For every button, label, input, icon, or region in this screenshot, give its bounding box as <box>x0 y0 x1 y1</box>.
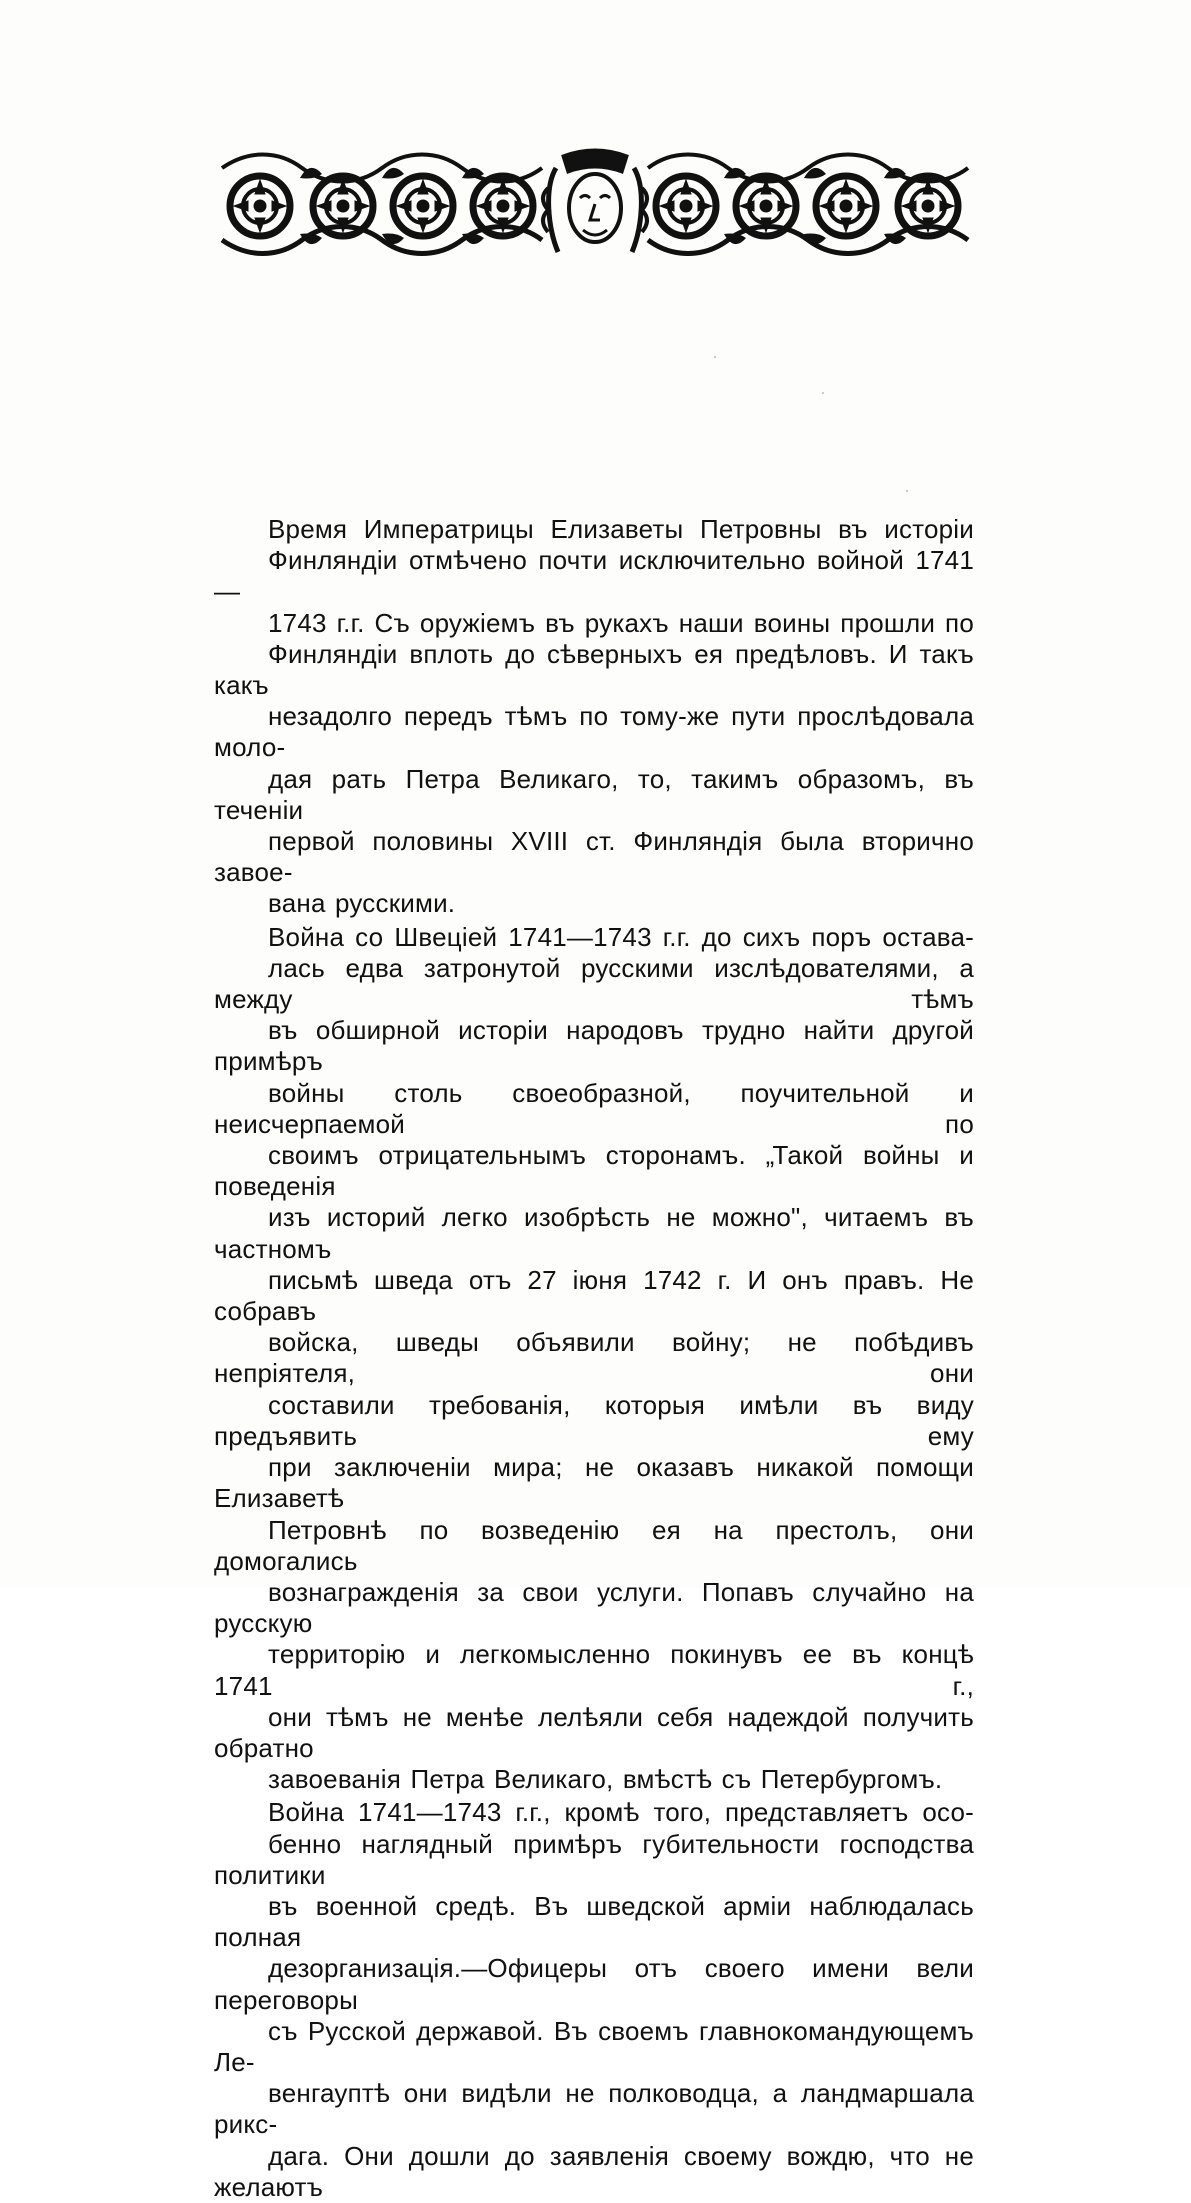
text-line: первой половины XVIII ст. Финляндія была вторично завое- <box>214 826 974 888</box>
text-line: съ Русской державой. Въ своемъ главнокомандующемъ Ле- <box>214 2015 974 2077</box>
text-line: вана русскими. <box>268 888 456 919</box>
text-line: незадолго передъ тѣмъ по тому-же пути прослѣдовала моло- <box>214 701 974 763</box>
text-line: Война со Швеціей 1741—1743 г.г. до сихъ поръ остава- <box>268 921 974 952</box>
text-line: въ военной средѣ. Въ шведской арміи наблюдалась полная <box>214 1890 974 1953</box>
text-line: войска, шведы объявили войну; не побѣдивъ непріятеля, они <box>214 1327 974 1389</box>
text-line: дага. Они дошли до заявленія своему вождю, что не желаютъ <box>214 2140 974 2202</box>
text-line: лась едва затронутой русскими изслѣдователями, а между тѣмъ <box>214 952 974 1015</box>
text-line: своимъ отрицательнымъ сторонамъ. „Такой войны и поведенія <box>214 1140 974 1202</box>
text-line: 1743 г.г. Съ оружіемъ въ рукахъ наши воины прошли по <box>268 607 974 638</box>
text-line: письмѣ шведа отъ 27 іюня 1742 г. И онъ правъ. Не собравъ <box>214 1264 974 1327</box>
ornament-central-mask <box>543 150 647 252</box>
text-line: въ обширной исторіи народовъ трудно найти другой примѣръ <box>214 1015 974 1077</box>
paper-speck <box>906 490 908 492</box>
text-line: Время Императрицы Елизаветы Петровны въ исторіи <box>268 514 974 544</box>
text-line: Петровнѣ по возведенію ея на престолъ, они домогались <box>214 1514 974 1576</box>
text-line: при заключеніи мира; не оказавъ никакой помощи Елизаветѣ <box>214 1452 974 1514</box>
paragraph-1 <box>214 514 974 920</box>
text-line: бенно наглядный примѣръ губительности господства политики <box>214 1828 974 1890</box>
floral-headpiece-ornament <box>218 148 972 260</box>
text-line: изъ историй легко изобрѣсть не можно", читаемъ въ частномъ <box>214 1202 974 1264</box>
text-line: Финляндіи вплоть до сѣверныхъ ея предѣловъ. И такъ какъ <box>214 638 974 701</box>
text-line: дая рать Петра Великаго, то, такимъ образомъ, въ теченіи <box>214 763 974 825</box>
text-line: Финляндіи отмѣчено почти исключительно войной 1741— <box>214 545 974 607</box>
text-line: Война 1741—1743 г.г., кромѣ того, представляетъ осо- <box>268 1797 974 1828</box>
paragraph-2 <box>214 922 974 1796</box>
text-line: венгауптѣ они видѣли не полководца, а ландмаршала рикс- <box>214 2078 974 2140</box>
text-line: дезорганизація.—Офицеры отъ своего имени вели переговоры <box>214 1953 974 2015</box>
text-line: составили требованія, которыя имѣли въ виду предъявить ему <box>214 1389 974 1451</box>
body-text <box>214 514 974 2203</box>
text-line: они тѣмъ не менѣе лелѣяли себя надеждой получить обратно <box>214 1701 974 1763</box>
paper-speck <box>714 356 716 358</box>
paragraph-3 <box>214 1797 974 2203</box>
text-line: войны столь своеобразной, поучительной и неисчерпаемой по <box>214 1077 974 1139</box>
text-line: завоеванія Петра Великаго, вмѣстѣ съ Петербургомъ. <box>268 1764 943 1795</box>
text-line: территорію и легкомысленно покинувъ ее въ концѣ 1741 г., <box>214 1639 974 1701</box>
text-line: вознагражденія за свои услуги. Попавъ случайно на русскую <box>214 1576 974 1639</box>
paper-speck <box>822 392 824 394</box>
